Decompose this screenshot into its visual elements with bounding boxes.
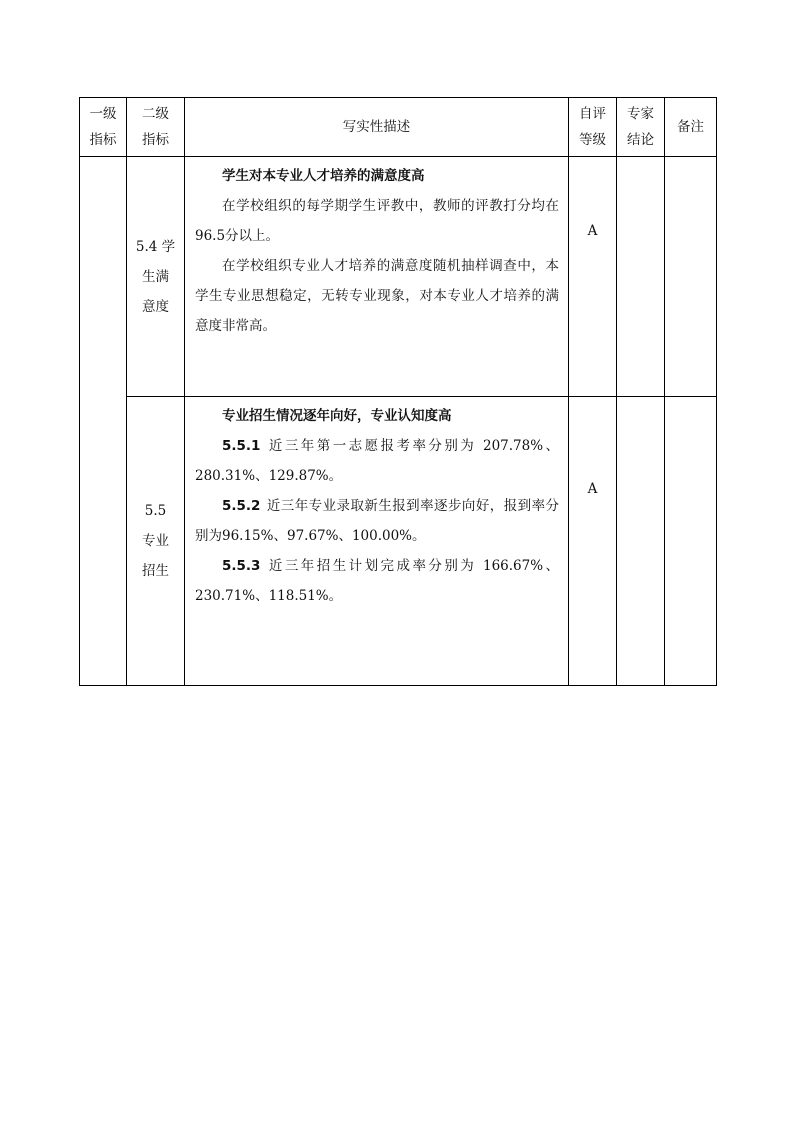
description-cell [185, 397, 569, 686]
item-text: 近三年招生计划完成率分别为 166.67%、230.71%、118.51%。 [195, 558, 559, 604]
item-code: 5.5.2 [222, 498, 261, 514]
level2-line: 5.5 [144, 503, 167, 519]
self-grade-cell: A [569, 157, 617, 397]
level2-line: 5.4 学 [135, 238, 176, 255]
item-text: 近三年第一志愿报考率分别为 207.78%、280.31%、129.87%。 [195, 438, 559, 484]
remarks-cell [665, 397, 717, 686]
self-grade-cell: A [569, 397, 617, 686]
header-self-grade-line2: 等级 [579, 132, 606, 148]
header-level2-line2: 指标 [142, 132, 169, 148]
level2-cell [127, 157, 185, 397]
header-expert-line1: 专家 [627, 106, 654, 122]
level2-line: 意度 [142, 298, 169, 315]
header-level1-line1: 一级 [89, 106, 117, 122]
header-level2 [127, 98, 185, 157]
description-cell [185, 157, 569, 397]
description-title: 学生对本专业人才培养的满意度高 [222, 168, 425, 184]
item-code: 5.5.3 [222, 558, 261, 574]
level2-line: 生满 [142, 268, 169, 285]
evaluation-table [79, 97, 717, 686]
description-paragraph [195, 491, 559, 551]
item-text: 近三年专业录取新生报到率逐步向好，报到率分别为96.15%、97.67%、100.00%。 [195, 498, 559, 544]
description-paragraph: 在学校组织的每学期学生评教中，教师的评教打分均在96.5分以上。 [195, 198, 559, 244]
level2-line: 专业 [142, 533, 169, 549]
level1-cell [80, 157, 127, 686]
header-expert [617, 98, 665, 157]
expert-cell [617, 397, 665, 686]
header-level2-line1: 二级 [142, 106, 169, 122]
header-self-grade [569, 98, 617, 157]
header-level1 [80, 98, 127, 157]
description-title: 专业招生情况逐年向好，专业认知度高 [222, 408, 452, 424]
table-row [80, 397, 717, 686]
level2-cell [127, 397, 185, 686]
expert-cell [617, 157, 665, 397]
header-description: 写实性描述 [185, 98, 569, 157]
header-expert-line2: 结论 [627, 132, 654, 148]
item-code: 5.5.1 [222, 438, 261, 454]
description-paragraph [195, 431, 559, 491]
description-paragraph: 在学校组织专业人才培养的满意度随机抽样调查中，本学生专业思想稳定，无转专业现象，对本专业人才培养的满意度非常高。 [195, 258, 559, 334]
remarks-cell [665, 157, 717, 397]
header-level1-line2: 指标 [89, 132, 117, 148]
header-self-grade-line1: 自评 [579, 106, 606, 122]
description-paragraph [195, 551, 559, 611]
table-row [80, 157, 717, 397]
table-header-row [80, 98, 717, 157]
level2-line: 招生 [142, 563, 169, 579]
header-remarks: 备注 [665, 98, 717, 157]
